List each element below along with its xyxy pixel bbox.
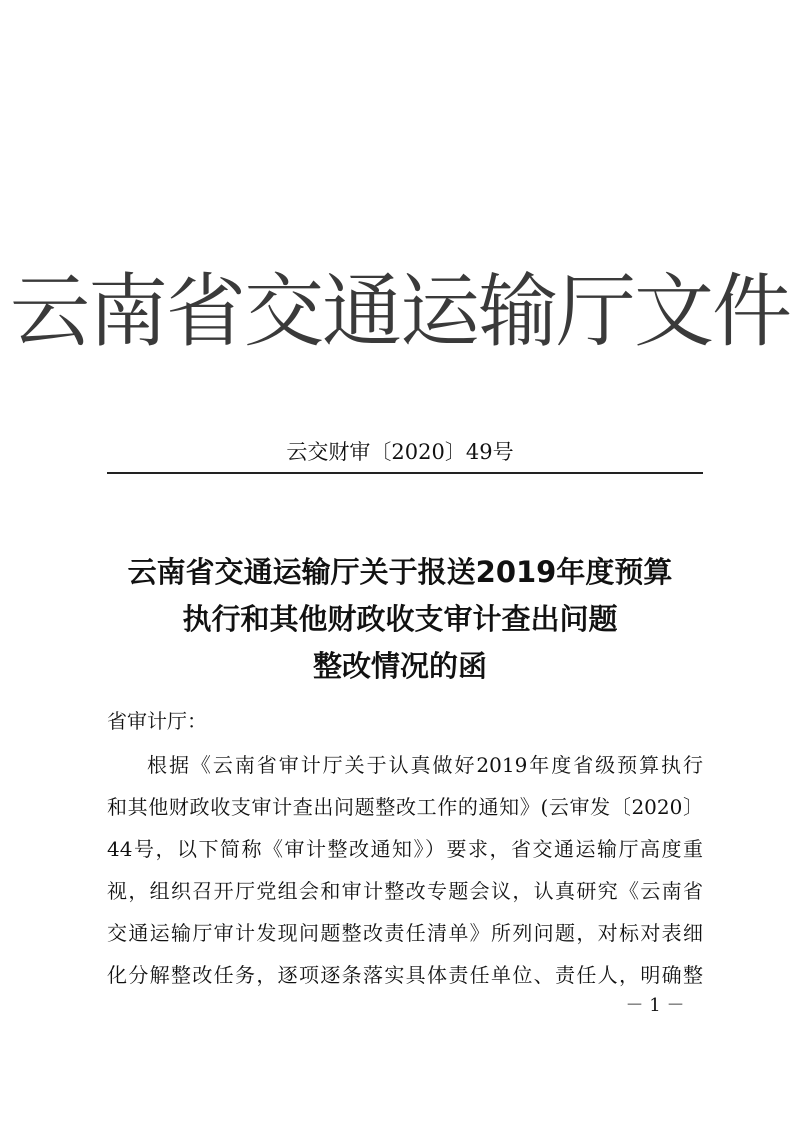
- document-title: [0, 549, 800, 690]
- title-line: 云南省交通运输厅关于报送2019年度预算: [127, 555, 673, 589]
- body-paragraph: [107, 744, 703, 996]
- header-divider: [107, 472, 703, 474]
- body-line: 根据《云南省审计厅关于认真做好2019年度省级预算执行: [147, 753, 703, 777]
- body-line: 44号，以下简称《审计整改通知》）要求，省交通运输厅高度重: [107, 837, 703, 861]
- issuer-header: 云南省交通运输厅文件: [10, 265, 790, 358]
- title-line: 整改情况的函: [312, 649, 487, 683]
- salutation: 省审计厅：: [107, 709, 207, 733]
- title-line: 执行和其他财政收支审计查出问题: [182, 602, 618, 636]
- body-line: 交通运输厅审计发现问题整改责任清单》所列问题，对标对表细: [107, 921, 703, 945]
- body-line: 和其他财政收支审计查出问题整改工作的通知》(云审发〔2020〕: [107, 795, 703, 819]
- document-number: 云交财审〔2020〕49号: [286, 440, 514, 464]
- body-line: 化分解整改任务，逐项逐条落实具体责任单位、责任人，明确整: [107, 963, 703, 987]
- page-number: － 1 －: [625, 995, 685, 1016]
- body-line: 视，组织召开厅党组会和审计整改专题会议，认真研究《云南省: [107, 879, 703, 903]
